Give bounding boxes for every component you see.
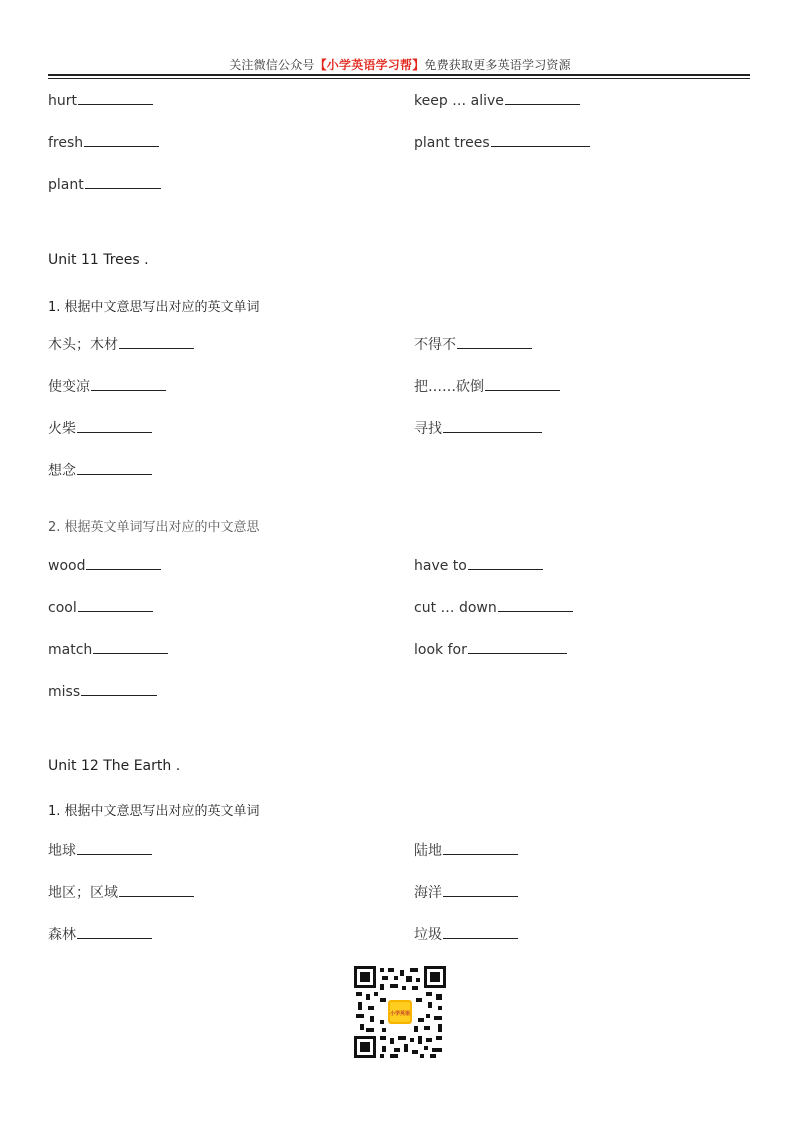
answer-blank[interactable] <box>485 378 560 391</box>
list-item: 海洋 <box>414 884 518 902</box>
answer-blank[interactable] <box>498 599 573 612</box>
header-prefix: 关注微信公众号 <box>229 58 315 72</box>
list-item: keep … alive <box>414 92 580 110</box>
list-item: look for <box>414 641 567 659</box>
list-item: 垃圾 <box>414 926 518 944</box>
list-item: have to <box>414 557 543 575</box>
list-item: 木头；木材 <box>48 336 194 354</box>
list-item: 火柴 <box>48 420 152 438</box>
list-item: miss <box>48 683 157 701</box>
answer-blank[interactable] <box>81 683 157 696</box>
list-item: 森林 <box>48 926 152 944</box>
answer-blank[interactable] <box>91 378 166 391</box>
list-item: 地球 <box>48 842 152 860</box>
header-highlight: 【小学英语学习帮】 <box>314 58 425 72</box>
list-item: 寻找 <box>414 420 542 438</box>
answer-blank[interactable] <box>78 599 153 612</box>
answer-blank[interactable] <box>443 842 518 855</box>
answer-blank[interactable] <box>78 92 153 105</box>
list-item: 陆地 <box>414 842 518 860</box>
qr-center-label: 小学英语 <box>389 1011 411 1017</box>
unit11-part1-title: 1. 根据中文意思写出对应的英文单词 <box>48 300 260 315</box>
answer-blank[interactable] <box>443 884 518 897</box>
answer-blank[interactable] <box>119 336 194 349</box>
header-suffix: 免费获取更多英语学习资源 <box>424 58 571 72</box>
answer-blank[interactable] <box>84 134 159 147</box>
unit12-title: Unit 12 The Earth . <box>48 758 181 774</box>
answer-blank[interactable] <box>86 557 161 570</box>
list-item: match <box>48 641 168 659</box>
unit11-title: Unit 11 Trees . <box>48 252 149 268</box>
answer-blank[interactable] <box>491 134 590 147</box>
list-item: plant <box>48 176 161 194</box>
qr-code <box>354 966 446 1058</box>
list-item: hurt <box>48 92 153 110</box>
answer-blank[interactable] <box>85 176 161 189</box>
list-item: fresh <box>48 134 159 152</box>
list-item: 想念 <box>48 462 152 480</box>
list-item: 不得不 <box>414 336 532 354</box>
list-item: cut … down <box>414 599 573 617</box>
header-rule <box>48 74 750 76</box>
answer-blank[interactable] <box>77 842 152 855</box>
answer-blank[interactable] <box>77 462 152 475</box>
list-item: wood <box>48 557 161 575</box>
answer-blank[interactable] <box>468 557 543 570</box>
page-header <box>0 56 800 73</box>
unit12-part1-title: 1. 根据中文意思写出对应的英文单词 <box>48 804 260 819</box>
list-item: 地区；区域 <box>48 884 194 902</box>
list-item: cool <box>48 599 153 617</box>
answer-blank[interactable] <box>457 336 532 349</box>
answer-blank[interactable] <box>443 926 518 939</box>
unit11-part2-title: 2. 根据英文单词写出对应的中文意思 <box>48 520 260 535</box>
answer-blank[interactable] <box>505 92 580 105</box>
list-item: 使变凉 <box>48 378 166 396</box>
answer-blank[interactable] <box>93 641 168 654</box>
answer-blank[interactable] <box>77 420 152 433</box>
list-item: plant trees <box>414 134 590 152</box>
answer-blank[interactable] <box>119 884 194 897</box>
answer-blank[interactable] <box>468 641 567 654</box>
list-item: 把……砍倒 <box>414 378 560 396</box>
header-rule-thin <box>48 78 750 79</box>
answer-blank[interactable] <box>77 926 152 939</box>
answer-blank[interactable] <box>443 420 542 433</box>
